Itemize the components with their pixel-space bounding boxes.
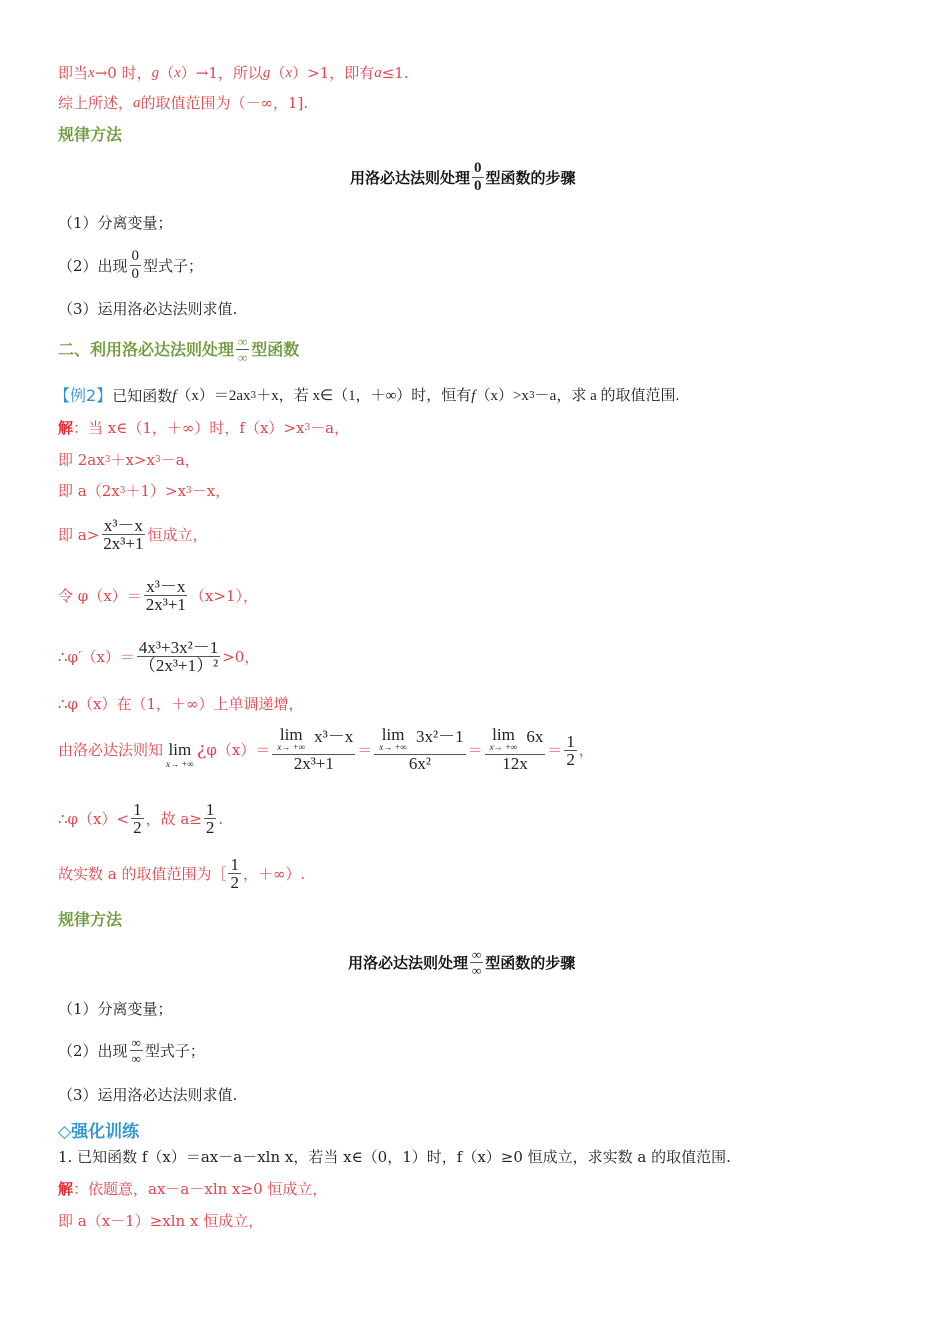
text: ≤1. [381,64,409,82]
text: 型式子； [144,1041,205,1060]
denominator: ∞ [131,1051,141,1066]
limit [489,725,518,754]
text: ：当 x∈（1，＋∞）时，f（x）>x [73,419,305,437]
method-heading: 规律方法 [58,910,123,929]
text: ∴φ（x）< [58,809,130,828]
training-heading: ◇强化训练 [58,1122,140,1142]
fraction [204,801,217,836]
fraction [144,578,188,613]
solution-line: 即 a（2x 3 ＋1）>x 3 －x， [58,482,231,500]
section-heading [58,334,299,365]
text: （2）出现 [58,1041,128,1060]
numerator: 1 [205,800,215,819]
text: 用洛必达法则处理 [350,168,471,187]
text: 即当 [58,64,89,82]
method-title [348,947,575,978]
denominator: ∞ [238,350,248,365]
limit [166,740,194,771]
text: ，＋∞）. [242,864,306,883]
step: （3）运用洛必达法则求值. [58,300,238,318]
text: 的取值范围为（－∞，1]. [140,94,309,112]
text: ∴φ′（x）＝ [58,647,135,666]
text: ＋1）>x [125,482,187,500]
text: （ [270,64,286,82]
text: 即 a> [58,525,100,544]
solution-line [58,578,258,613]
numerator: x³－x [146,577,186,596]
fraction [272,725,355,773]
text: 即 2ax [58,451,105,469]
text: x [174,65,181,81]
solution-line [58,63,409,83]
text: 由洛必达法则知 [58,741,164,759]
text: a [133,95,141,111]
text: －a， [160,451,200,469]
fraction [236,334,249,365]
denominator: 6x² [408,754,431,773]
step [58,1035,205,1066]
numerator: 0 [131,248,140,264]
text: 6x [526,727,544,746]
text: 即 a（2x [58,482,120,500]
text: →0 时， [94,64,152,82]
solution-line: 解 ：当 x∈（1，＋∞）时，f（x）>x 3 －a， [58,419,350,437]
solution-line [58,801,223,836]
text: ， [578,741,594,759]
denominator: ∞ [472,963,482,978]
step: （1）分离变量； [58,214,173,232]
step [58,248,203,283]
numerator: 1 [566,731,575,751]
text: g [151,65,160,81]
example-tag: 【例2】 [54,386,113,405]
fraction [228,856,241,891]
numerator [374,725,465,755]
numerator: 1 [133,800,142,819]
text: x→ +∞ [277,742,306,752]
fraction [485,725,546,773]
text: 用洛必达法则处理 [348,953,469,972]
fraction [137,639,220,674]
text: 故实数 a 的取值范围为［ [58,864,227,883]
numerator [485,725,546,755]
text: f [172,388,177,404]
text: x [285,65,293,81]
text: x [88,65,95,81]
text: 恒成立， [147,525,208,544]
text: －a， [310,419,350,437]
text: 型函数的步骤 [485,168,576,187]
text: 3x²－1 [415,727,464,746]
method-heading: 规律方法 [58,125,123,144]
text: 令 φ（x）＝ [58,586,142,605]
text: lim [279,725,303,744]
denominator: 2x³+1 [103,534,144,553]
solution-label: 解 [58,419,74,437]
numerator: 0 [474,160,482,176]
text: －x， [191,482,231,500]
denominator: 12x [502,754,528,773]
step: （3）运用洛必达法则求值. [58,1086,238,1104]
lhopital-limit-line: 由洛必达法则知 lim x→ +∞ ¿ φ（x）＝ lim x→ +∞ x³－x 2x³+1 ＝ lim x→ +∞ 3x²－1 6x² ＝ lim x→ +∞ 6x 12x ＝ $\frac{1}{2}$ ， [58,725,594,773]
text: （x）＝2ax [176,388,251,404]
text: g [262,65,271,81]
text: 型式子； [143,256,204,275]
solution-line [58,517,207,552]
fraction [472,160,484,195]
text: ）→1，所以 [180,64,263,82]
text: ，故 a≥ [145,809,202,828]
fraction [131,801,144,836]
fraction [374,725,465,773]
text: φ（x）＝ [206,741,271,759]
text: x→ +∞ [379,742,407,752]
solution-line: 即 2ax 3 ＋x>x 3 －a， [58,451,200,469]
solution-line [58,639,259,674]
text: . [218,809,224,828]
limit [277,725,306,754]
text: －a，求 a 的取值范围. [534,388,680,404]
text: （x>1）， [189,586,258,605]
numerator: ∞ [238,334,248,349]
text: x→ +∞ [166,759,194,769]
limit [379,725,407,754]
text: 型函数 [251,339,300,359]
fraction [101,517,145,552]
text: a [374,65,382,81]
solution-line: ∴φ（x）在（1，＋∞）上单调递增， [58,695,304,713]
text: （x）>x [475,388,529,404]
text: 型函数的步骤 [485,953,576,972]
fraction [564,733,577,768]
numerator: 4x³+3x²－1 [138,638,219,657]
solution-line: 即 a（x－1）≥xln x 恒成立， [58,1212,264,1230]
numerator: ∞ [472,947,482,962]
text: 综上所述， [58,94,134,112]
denominator: 2x³+1 [293,754,334,773]
denominator: 0 [131,266,140,282]
text: 二、利用洛必达法则处理 [58,339,235,359]
text: ＋x，若 x∈（1，＋∞）时，恒有 [256,388,472,404]
solution-line [58,93,308,113]
example-2: 【例2】 已知函数 f （x）＝2ax 3 ＋x，若 x∈（1，＋∞）时，恒有 f （x）>x 3 －a，求 a 的取值范围. [54,386,680,405]
text: lim [492,725,515,744]
denominator: 2 [133,818,142,837]
text: lim [168,740,192,759]
numerator: 1 [230,855,239,874]
text: >0， [222,647,260,666]
text: f [471,388,476,404]
method-title [350,160,576,195]
text: lim [381,725,405,744]
question-1: 1. 已知函数 f（x）＝ax－a－xln x，若当 x∈（0，1）时，f（x）≥0 恒成立，求实数 a 的取值范围. [58,1148,731,1166]
text: （ [159,64,175,82]
denominator: （2x³+1）² [138,656,219,675]
denominator: 2 [205,818,215,837]
numerator: x³－x [103,516,143,535]
fraction [130,248,142,283]
text: （2）出现 [58,256,128,275]
solution-line [58,856,305,891]
text: 已知函数 [112,387,173,405]
denominator: 2 [230,873,239,892]
text: ＋x>x [110,451,155,469]
denominator: 2x³+1 [145,595,186,614]
step: （1）分离变量； [58,1000,173,1018]
solution-line [58,1179,327,1199]
text: x→ +∞ [489,742,518,752]
denominator: 0 [474,178,482,194]
denominator: 2 [566,749,575,769]
solution-label: 解 [58,1180,74,1198]
text: ¿ [196,739,207,760]
numerator [272,725,355,755]
text: x³－x [314,727,354,746]
text: ：依题意，ax－a－xln x≥0 恒成立， [73,1180,328,1198]
fraction [470,947,483,978]
numerator: ∞ [131,1035,141,1050]
text: ）>1，即有 [292,64,375,82]
fraction [130,1035,143,1066]
